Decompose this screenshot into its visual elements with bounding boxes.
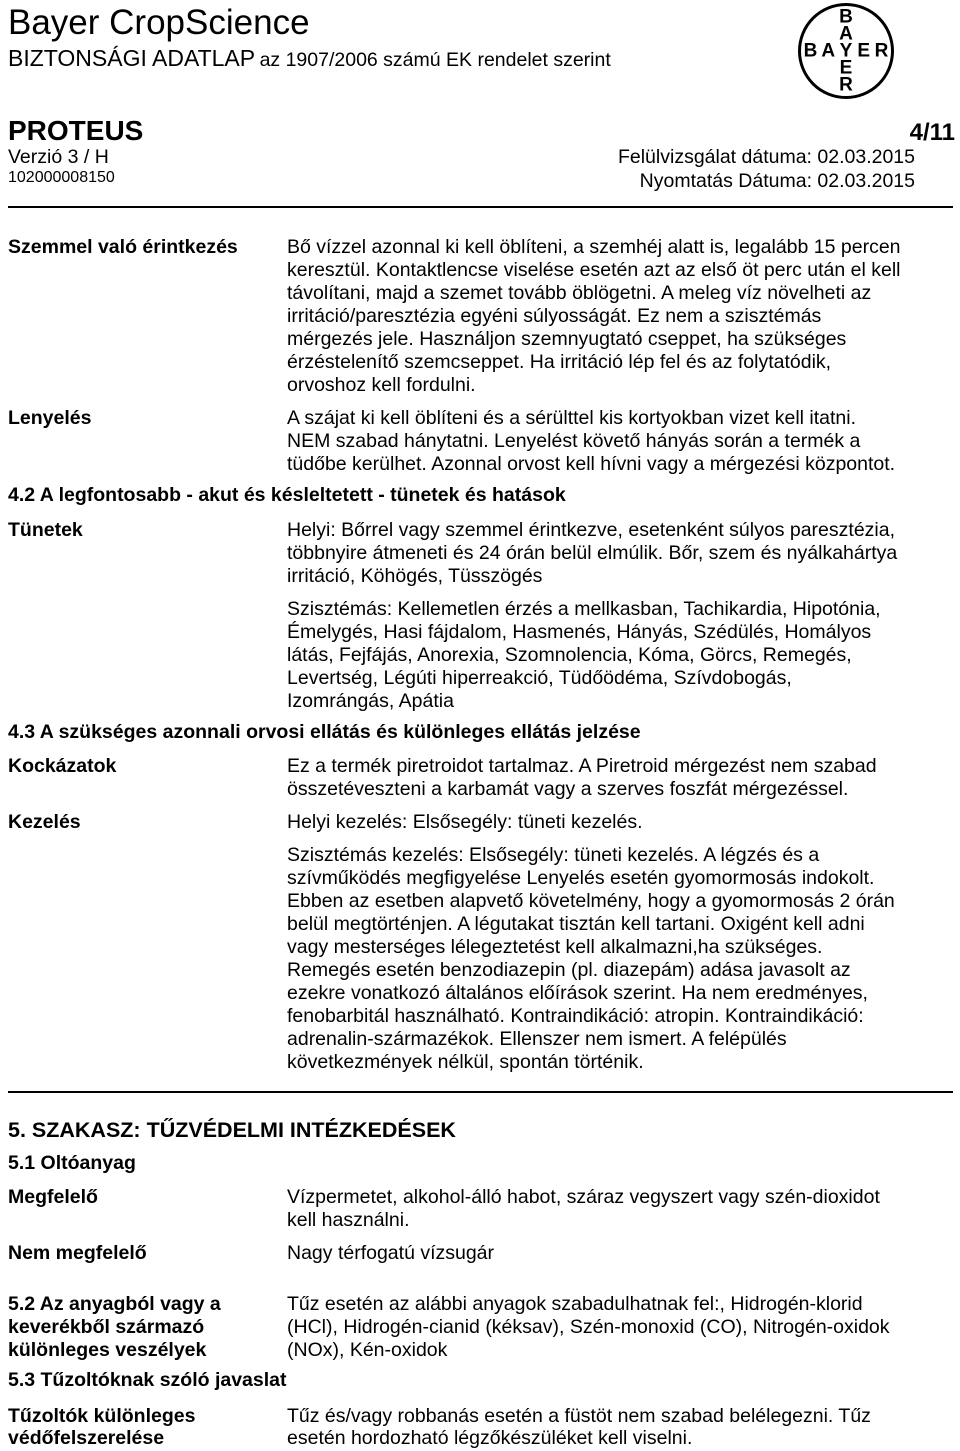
row-label — [8, 1186, 278, 1209]
logo-letter: E — [857, 40, 871, 62]
company-name: Bayer CropScience — [8, 3, 310, 42]
row-label-line: Tűzoltók különleges — [8, 1405, 196, 1427]
paragraph — [287, 236, 901, 397]
paragraph — [287, 844, 895, 1074]
text-line: összetéveszteni a karbamát vagy a szerves foszfát mérgezéssel. — [287, 778, 849, 800]
row-label-line: 5.2 Az anyagból vagy a — [8, 1293, 221, 1315]
heading-4-2: 4.2 A legfontosabb - akut és késleltetett - tünetek és hatások — [8, 484, 566, 506]
row-label — [8, 236, 278, 259]
row-text — [287, 1293, 890, 1362]
row-label-line: védőfelszerelése — [8, 1427, 165, 1449]
text-line: mérgezés jele. Használjon szemnyugtató cseppet, ha szükséges — [287, 328, 847, 350]
heading-5-3: 5.3 Tűzoltóknak szóló javaslat — [8, 1369, 287, 1391]
text-line: NEM szabad hánytatni. Lenyelést követő hányás során a termék a — [287, 430, 861, 452]
paragraph — [287, 407, 895, 476]
text-line: belül megtörténjen. A légutakat tisztán kell tartani. Oxigént kell adni — [287, 913, 865, 935]
section-divider — [8, 1091, 953, 1093]
logo-letter: Y — [839, 40, 853, 62]
text-line: Helyi: Bőrrel vagy szemmel érintkezve, esetenként súlyos paresztézia, — [287, 519, 896, 541]
product-name: PROTEUS — [8, 115, 144, 146]
text-line: fenobarbitál használható. Kontraindikáció: atropin. Kontraindikáció: — [287, 1005, 864, 1027]
text-line: szívműködés megfigyelése Lenyelés esetén gyomormosás indokolt. — [287, 867, 875, 889]
text-line: esetén hordozható légzőkészüléket kell viselni. — [287, 1427, 693, 1449]
row-text — [287, 236, 901, 397]
text-line: A szájat ki kell öblíteni és a sérülttel kis kortyokban vizet kell itatni. — [287, 407, 857, 429]
row-text — [287, 1405, 871, 1449]
text-line: (HCl), Hidrogén-cianid (kéksav), Szén-monoxid (CO), Nitrogén-oxidok — [287, 1316, 890, 1338]
text-line: érzéstelenítő szemcseppet. Ha irritáció lép fel és az folytatódik, — [287, 351, 832, 373]
row-text — [287, 519, 897, 713]
header-divider — [8, 206, 953, 208]
text-line: távolítani, majd a szemet tovább öblögetni. A meleg víz növelheti az — [287, 282, 872, 304]
text-line: Helyi kezelés: Elsősegély: tüneti kezelés. — [287, 811, 643, 833]
logo-letter: A — [821, 40, 836, 62]
section-5-title: 5. SZAKASZ: TŰZVÉDELMI INTÉZKEDÉSEK — [8, 1118, 456, 1142]
row-label — [8, 811, 278, 834]
row-text — [287, 755, 877, 801]
text-line: Levertség, Légúti hiperreakció, Tüdőödéma, Szívdobogás, — [287, 667, 792, 689]
logo-letter: B — [803, 40, 818, 62]
text-line: adrenalin-származékok. Ellenszer nem ismert. A felépülés — [287, 1028, 787, 1050]
bayer-cross-logo — [797, 2, 895, 100]
row-label-line: különleges veszélyek — [8, 1339, 207, 1361]
text-line: Szisztémás kezelés: Elsősegély: tüneti kezelés. A légzés és a — [287, 844, 820, 866]
paragraph — [287, 519, 897, 588]
text-line: (NOx), Kén-oxidok — [287, 1339, 448, 1361]
paragraph — [287, 811, 895, 834]
row-label — [8, 1293, 278, 1362]
row-label — [8, 519, 278, 542]
row-text — [287, 1242, 494, 1265]
row-text — [287, 1186, 880, 1232]
print-date: Nyomtatás Dátuma: 02.03.2015 — [639, 170, 915, 192]
text-line: Ez a termék piretroidot tartalmaz. A Piretroid mérgezést nem szabad — [287, 755, 877, 777]
revision-date: Felülvizsgálat dátuma: 02.03.2015 — [617, 146, 915, 168]
logo-letter: B — [839, 6, 853, 28]
heading-5-1: 5.1 Oltóanyag — [8, 1152, 136, 1174]
text-line: irritáció/paresztézia egyéni súlyosságát. Ez nem a szisztémás — [287, 305, 822, 327]
text-line: Bő vízzel azonnal ki kell öblíteni, a szemhéj alatt is, legalább 15 percen — [287, 236, 901, 258]
text-line: Szisztémás: Kellemetlen érzés a mellkasban, Tachikardia, Hipotónia, — [287, 598, 881, 620]
text-line: tüdőbe kerülhet. Azonnal orvost kell hívni vagy a mérgezési központot. — [287, 453, 896, 475]
row-label-line: keverékből származó — [8, 1316, 205, 1338]
paragraph — [287, 598, 897, 713]
text-line: többnyire átmeneti és 24 órán belül elmúlik. Bőr, szem és nyálkahártya — [287, 542, 898, 564]
paragraph — [287, 1405, 871, 1449]
row-label — [8, 407, 278, 430]
version-label: Verzió 3 / H — [8, 146, 109, 168]
row-label-line: Megfelelő — [8, 1186, 98, 1208]
logo-letter: R — [839, 74, 853, 96]
heading-4-3: 4.3 A szükséges azonnali orvosi ellátás és különleges ellátás jelzése — [8, 721, 641, 743]
text-line: Nagy térfogatú vízsugár — [287, 1242, 495, 1264]
document-title — [8, 44, 611, 76]
paragraph — [287, 1186, 880, 1232]
logo-letter: R — [874, 40, 889, 62]
text-line: Remegés esetén benzodiazepin (pl. diazepám) adása javasolt az — [287, 959, 851, 981]
text-line: Izomrángás, Apátia — [287, 690, 454, 712]
text-line: orvoshoz kell fordulni. — [287, 374, 476, 396]
document-code: 102000008150 — [8, 169, 115, 186]
regulation-reference: az 1907/2006 számú EK rendelet szerint — [259, 49, 611, 71]
document-type: BIZTONSÁGI ADATLAP — [8, 45, 256, 71]
text-line: vagy mesterséges lélegeztetést kell alkalmazni,ha szükséges. — [287, 936, 823, 958]
text-line: irritáció, Köhögés, Tüsszögés — [287, 565, 543, 587]
row-text — [287, 811, 895, 1074]
paragraph — [287, 1242, 494, 1265]
row-label — [8, 1242, 278, 1265]
text-line: Ebben az esetben alapvető követelmény, hogy a gyomormosás 2 órán — [287, 890, 895, 912]
text-line: Émelygés, Hasi fájdalom, Hasmenés, Hányás, Szédülés, Homályos — [287, 621, 872, 643]
row-label-line: Nem megfelelő — [8, 1242, 147, 1264]
text-line: következmények nélkül, spontán történik. — [287, 1051, 644, 1073]
row-text — [287, 407, 895, 476]
row-label-line: Lenyelés — [8, 407, 92, 429]
row-label-line: Kockázatok — [8, 755, 117, 777]
text-line: Tűz és/vagy robbanás esetén a füstöt nem szabad belélegezni. Tűz — [287, 1405, 871, 1427]
row-label — [8, 755, 278, 778]
text-line: ezekre vonatkozó általános előírások szerint. Ha nem eredményes, — [287, 982, 868, 1004]
row-label-line: Szemmel való érintkezés — [8, 236, 238, 258]
row-label-line: Tünetek — [8, 519, 83, 541]
row-label-line: Kezelés — [8, 811, 81, 833]
logo-letter: A — [839, 23, 853, 45]
text-line: kell használni. — [287, 1209, 410, 1231]
row-label — [8, 1405, 278, 1449]
text-line: látás, Fejfájás, Anorexia, Szomnolencia, Kóma, Görcs, Remegés, — [287, 644, 852, 666]
paragraph — [287, 1293, 890, 1362]
text-line: Tűz esetén az alábbi anyagok szabadulhatnak fel:, Hidrogén-klorid — [287, 1293, 863, 1315]
paragraph — [287, 755, 877, 801]
text-line: keresztül. Kontaktlencse viselése esetén azt az első öt perc után el kell — [287, 259, 901, 281]
page-number: 4/11 — [909, 119, 955, 146]
logo-letter: E — [839, 57, 853, 79]
text-line: Vízpermetet, alkohol-álló habot, száraz vegyszert vagy szén-dioxidot — [287, 1186, 880, 1208]
